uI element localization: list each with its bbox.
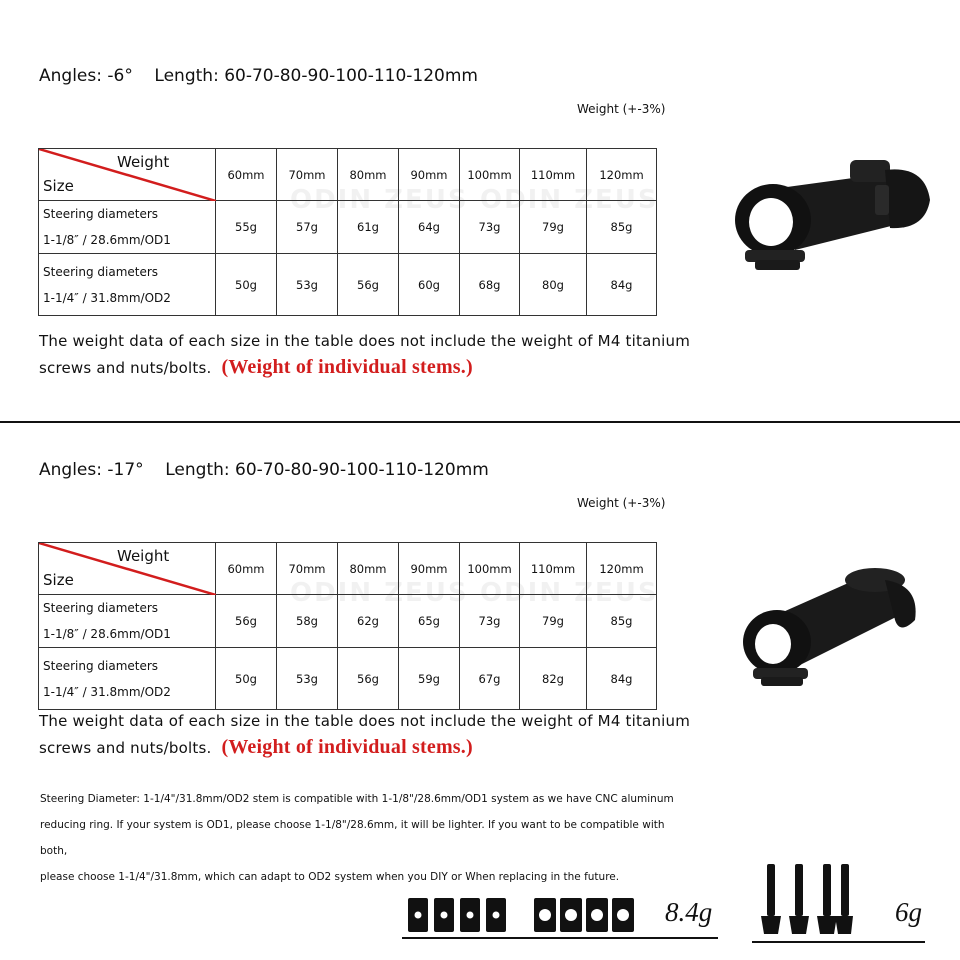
- weight-tolerance: Weight (+-3%): [577, 496, 666, 510]
- column-header: 110mm: [520, 149, 587, 201]
- row-label-line2: 1-1/4″ / 31.8mm/OD2: [43, 290, 171, 305]
- column-header: 120mm: [587, 543, 657, 595]
- table-cell: 56g: [338, 254, 399, 316]
- weight-disclaimer: [39, 328, 690, 381]
- row-label: [39, 254, 216, 316]
- table-cell: 67g: [460, 648, 520, 710]
- table-cell: 56g: [338, 648, 399, 710]
- row-label: [39, 201, 216, 254]
- row-label-line1: Steering diameters: [43, 207, 159, 221]
- column-header: 90mm: [399, 543, 460, 595]
- column-header: 100mm: [460, 149, 520, 201]
- corner-weight-label: Weight: [117, 153, 170, 171]
- table-cell: 73g: [460, 595, 520, 648]
- table-cell: 56g: [216, 595, 277, 648]
- stem-image: [725, 560, 955, 695]
- disclaimer-line1: The weight data of each size in the table does not include the weight of M4 titanium: [39, 332, 691, 350]
- column-header: 110mm: [520, 543, 587, 595]
- table-cell: 73g: [460, 201, 520, 254]
- row-label-line1: Steering diameters: [43, 601, 159, 615]
- table-cell: 82g: [520, 648, 587, 710]
- table-cell: 79g: [520, 201, 587, 254]
- row-label-line2: 1-1/8″ / 28.6mm/OD1: [43, 627, 171, 641]
- corner-weight-label: Weight: [117, 547, 170, 565]
- disclaimer-highlight: (Weight of individual stems.): [221, 356, 473, 378]
- watermark: ODIN ZEUS: [480, 185, 659, 215]
- table-cell: 61g: [338, 201, 399, 254]
- table-cell: 53g: [277, 254, 338, 316]
- compatibility-note: [40, 786, 690, 890]
- bolts-weight: 6g: [895, 897, 922, 927]
- underline: [752, 941, 925, 943]
- row-label-line1: Steering diameters: [43, 658, 159, 673]
- table-row: [39, 648, 657, 710]
- stem-image: [725, 150, 955, 285]
- column-header: 120mm: [587, 149, 657, 201]
- nuts-image: [400, 890, 660, 940]
- column-header: 90mm: [399, 149, 460, 201]
- table-cell: 58g: [277, 595, 338, 648]
- bolts-image: [755, 862, 855, 938]
- watermark: ODIN ZEUS: [290, 578, 469, 608]
- underline: [402, 937, 718, 939]
- table-cell: 79g: [520, 595, 587, 648]
- weight-table: [38, 542, 657, 710]
- row-label-line1: Steering diameters: [43, 264, 159, 279]
- table-cell: 60g: [399, 254, 460, 316]
- table-cell: 50g: [216, 648, 277, 710]
- corner-cell: [39, 543, 216, 595]
- weight-tolerance: Weight (+-3%): [577, 102, 666, 116]
- compatibility-line: reducing ring. If your system is OD1, please choose 1-1/8"/28.6mm, it will be lighter. If you want to be compatible with both,: [40, 819, 665, 857]
- watermark: ODIN ZEUS: [480, 578, 659, 608]
- table-row: [39, 254, 657, 316]
- table-cell: 65g: [399, 595, 460, 648]
- table-cell: 53g: [277, 648, 338, 710]
- table-header-row: [39, 543, 657, 595]
- table-header-row: [39, 149, 657, 201]
- disclaimer-line2: screws and nuts/bolts.: [39, 739, 212, 757]
- corner-cell: [39, 149, 216, 201]
- column-header: 70mm: [277, 149, 338, 201]
- corner-size-label: Size: [43, 571, 74, 589]
- table-cell: 64g: [399, 201, 460, 254]
- section-divider: [0, 421, 960, 423]
- table-cell: 68g: [460, 254, 520, 316]
- corner-size-label: Size: [43, 177, 74, 195]
- table-cell: 57g: [277, 201, 338, 254]
- disclaimer-line1: The weight data of each size in the table does not include the weight of M4 titanium: [39, 712, 691, 730]
- table-cell: 84g: [587, 648, 657, 710]
- column-header: 60mm: [216, 543, 277, 595]
- column-header: 100mm: [460, 543, 520, 595]
- table-cell: 62g: [338, 595, 399, 648]
- weight-table: [38, 148, 657, 316]
- table-cell: 85g: [587, 595, 657, 648]
- row-label-line2: 1-1/8″ / 28.6mm/OD1: [43, 233, 171, 247]
- table-cell: 85g: [587, 201, 657, 254]
- disclaimer-highlight: (Weight of individual stems.): [221, 736, 473, 758]
- column-header: 80mm: [338, 543, 399, 595]
- table-cell: 84g: [587, 254, 657, 316]
- table-cell: 80g: [520, 254, 587, 316]
- table-row: [39, 201, 657, 254]
- section-title: Angles: -6° Length: 60-70-80-90-100-110-120mm: [39, 66, 478, 86]
- weight-disclaimer: [39, 708, 690, 761]
- compatibility-line: Steering Diameter: 1-1/4"/31.8mm/OD2 stem is compatible with 1-1/8"/28.6mm/OD1 system as we have CNC aluminum: [40, 793, 674, 805]
- section-title: Angles: -17° Length: 60-70-80-90-100-110-120mm: [39, 460, 489, 480]
- row-label: [39, 648, 216, 710]
- table-cell: 55g: [216, 201, 277, 254]
- nuts-weight: 8.4g: [665, 897, 713, 927]
- column-header: 80mm: [338, 149, 399, 201]
- column-header: 70mm: [277, 543, 338, 595]
- disclaimer-line2: screws and nuts/bolts.: [39, 359, 212, 377]
- watermark: ODIN ZEUS: [290, 185, 469, 215]
- column-header: 60mm: [216, 149, 277, 201]
- table-row: [39, 595, 657, 648]
- row-label: [39, 595, 216, 648]
- row-label-line2: 1-1/4″ / 31.8mm/OD2: [43, 684, 171, 699]
- table-cell: 50g: [216, 254, 277, 316]
- table-cell: 59g: [399, 648, 460, 710]
- compatibility-line: please choose 1-1/4"/31.8mm, which can adapt to OD2 system when you DIY or When replacing in the future.: [40, 871, 620, 883]
